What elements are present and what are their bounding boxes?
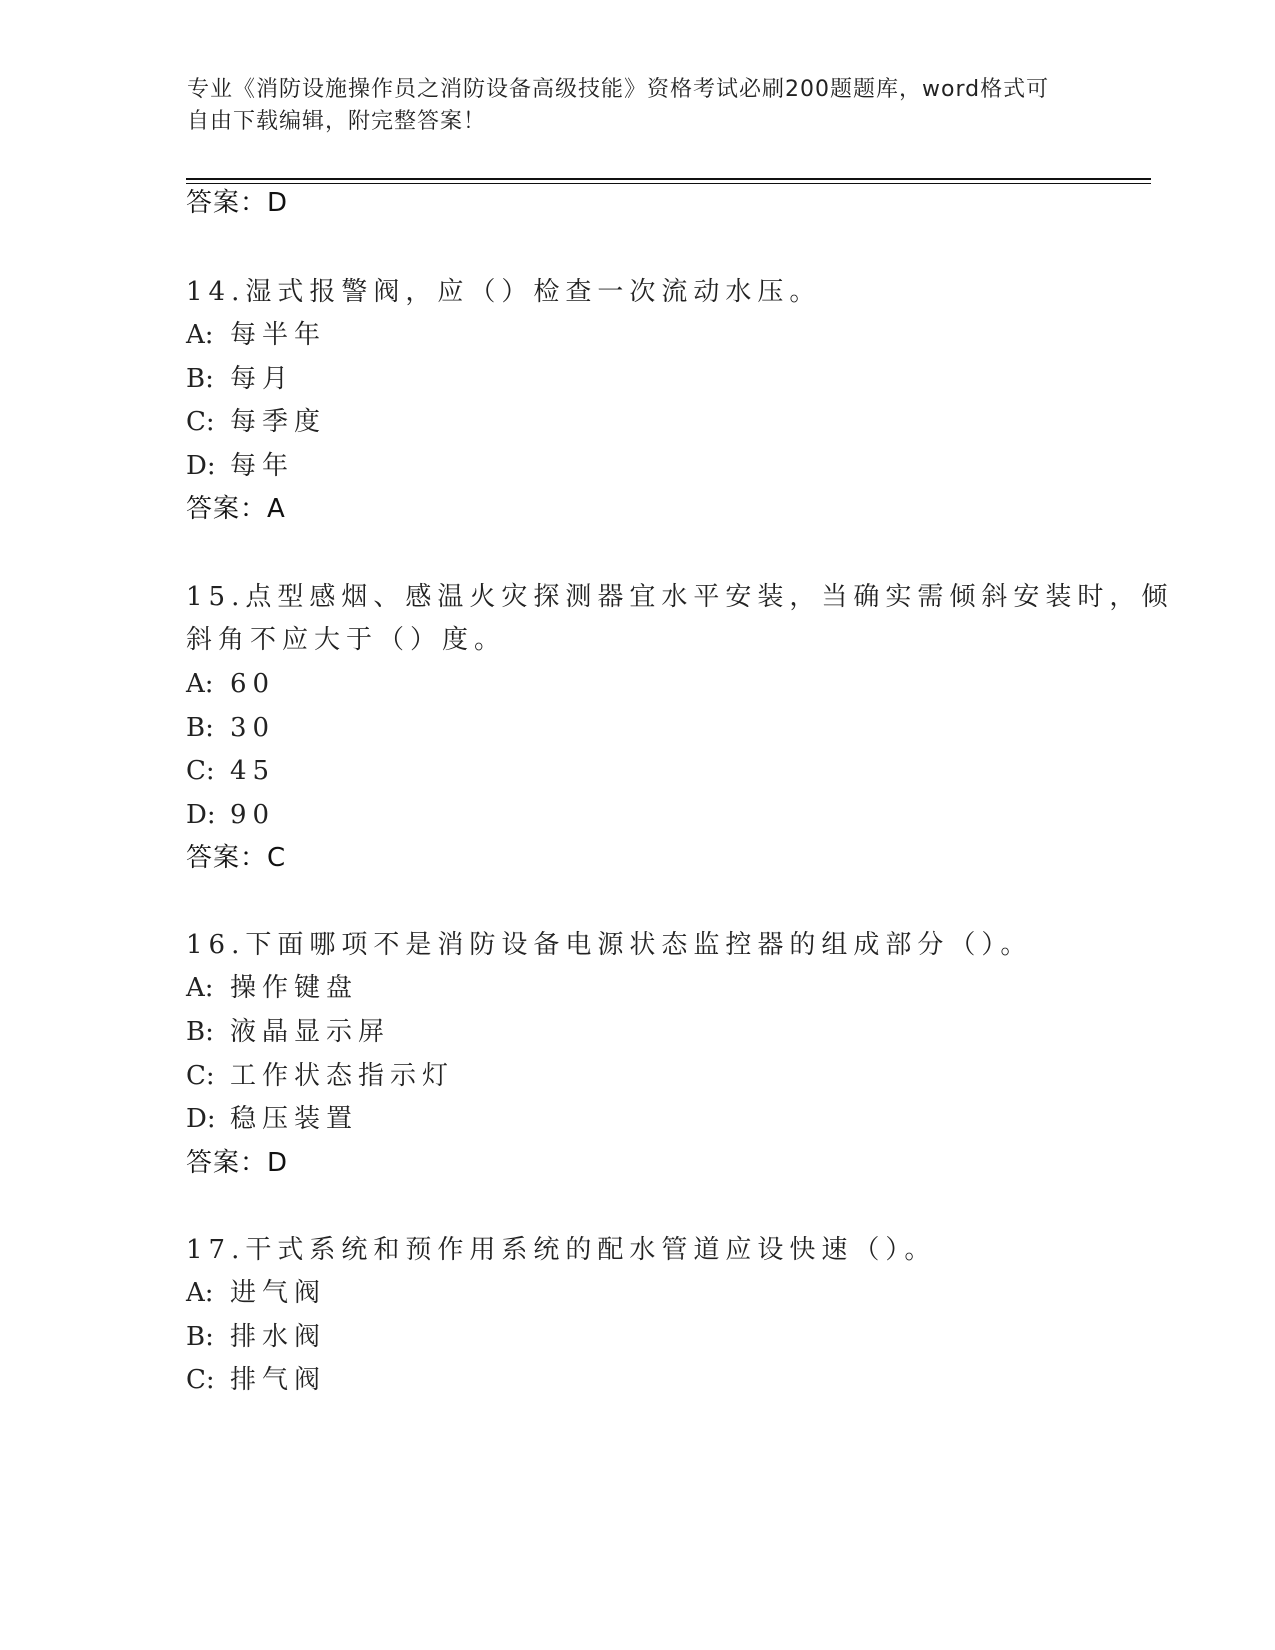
- question-14-option-b: B: 每月: [186, 364, 295, 394]
- question-17-option-c: C: 排气阀: [186, 1365, 327, 1395]
- header-divider-thick: [186, 178, 1151, 180]
- question-14-text: 14.湿式报警阀，应（）检查一次流动水压。: [186, 277, 822, 307]
- question-17-option-a: A: 进气阀: [186, 1278, 327, 1308]
- answer-13: 答案：D: [186, 188, 289, 218]
- question-14-option-c: C: 每季度: [186, 407, 327, 437]
- answer-16: 答案：D: [186, 1148, 289, 1178]
- question-16-option-c: C: 工作状态指示灯: [186, 1061, 455, 1091]
- question-16-text: 16.下面哪项不是消防设备电源状态监控器的组成部分（）。: [186, 930, 1033, 960]
- question-15-text-line2: 斜角不应大于（）度。: [186, 625, 507, 655]
- question-16-option-d: D: 稳压装置: [186, 1104, 359, 1134]
- header-divider-thin: [186, 183, 1151, 184]
- question-17-text: 17.干式系统和预作用系统的配水管道应设快速（）。: [186, 1235, 937, 1265]
- question-17-option-b: B: 排水阀: [186, 1322, 327, 1352]
- question-15-option-b: B: 30: [186, 713, 276, 743]
- answer-14: 答案：A: [186, 494, 286, 524]
- question-15-option-c: C: 45: [186, 756, 276, 786]
- document-header: 专业《消防设施操作员之消防设备高级技能》资格考试必刷200题题库，word格式可自由下载编辑，附完整答案！: [187, 77, 1050, 134]
- answer-15: 答案：C: [186, 843, 287, 873]
- question-15-text-line1: 15.点型感烟、感温火灾探测器宜水平安装，当确实需倾斜安装时，倾: [186, 582, 1174, 612]
- question-15-option-a: A: 60: [186, 669, 276, 699]
- question-16-option-b: B: 液晶显示屏: [186, 1017, 391, 1047]
- question-15-option-d: D: 90: [186, 800, 276, 830]
- question-14-option-d: D: 每年: [186, 451, 295, 481]
- question-16-option-a: A: 操作键盘: [186, 973, 359, 1003]
- question-14-option-a: A: 每半年: [186, 320, 327, 350]
